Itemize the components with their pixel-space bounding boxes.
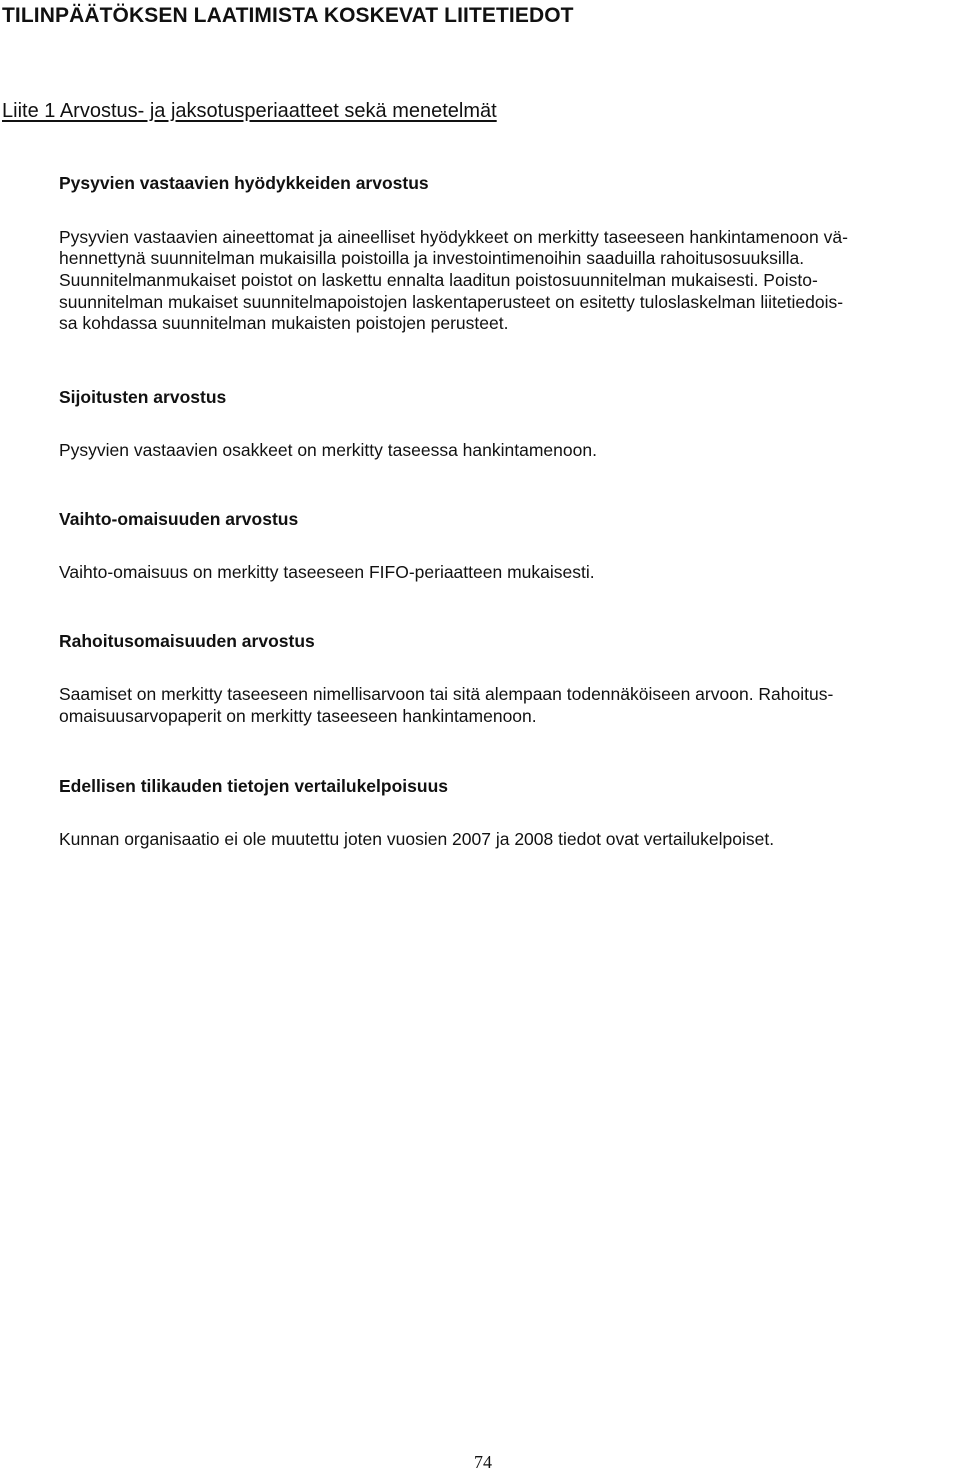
section-heading-comparability: Edellisen tilikauden tietojen vertailukelpoisuus [59,776,448,796]
paragraph-line: Pysyvien vastaavien aineettomat ja aineelliset hyödykkeet on merkitty taseeseen hankintamenoon vä- [59,227,848,247]
section-heading-investments: Sijoitusten arvostus [59,387,227,407]
paragraph-line: Vaihto-omaisuus on merkitty taseeseen FIFO-periaatteen mukaisesti. [59,562,595,582]
paragraph-line: suunnitelman mukaiset suunnitelmapoistojen laskentaperusteet on esitetty tuloslaskelman liitetiedois- [59,292,844,312]
paragraph-line: Suunnitelmanmukaiset poistot on laskettu ennalta laaditun poistosuunnitelman mukaisesti. Poisto- [59,270,818,290]
paragraph-line: Pysyvien vastaavien osakkeet on merkitty taseessa hankintamenoon. [59,440,597,460]
page-title: TILINPÄÄTÖKSEN LAATIMISTA KOSKEVAT LIITETIEDOT [2,4,574,27]
section-heading-fixed-assets: Pysyvien vastaavien hyödykkeiden arvostus [59,173,429,193]
paragraph-line: Saamiset on merkitty taseeseen nimellisarvoon tai sitä alempaan todennäköiseen arvoon. Rahoitus- [59,684,834,704]
paragraph-line: hennettynä suunnitelman mukaisilla poistoilla ja investointimenoihin saaduilla rahoitusosuuksilla. [59,248,805,268]
appendix-title: Liite 1 Arvostus- ja jaksotusperiaatteet sekä menetelmät [2,100,497,122]
paragraph-line: Kunnan organisaatio ei ole muutettu joten vuosien 2007 ja 2008 tiedot ovat vertailukelpoiset. [59,829,775,849]
section-heading-inventory: Vaihto-omaisuuden arvostus [59,509,299,529]
section-heading-financial-assets: Rahoitusomaisuuden arvostus [59,631,315,651]
paragraph-line: omaisuusarvopaperit on merkitty taseeseen hankintamenoon. [59,706,537,726]
paragraph-line: sa kohdassa suunnitelman mukaisten poistojen perusteet. [59,313,509,333]
page-number: 74 [474,1452,492,1472]
